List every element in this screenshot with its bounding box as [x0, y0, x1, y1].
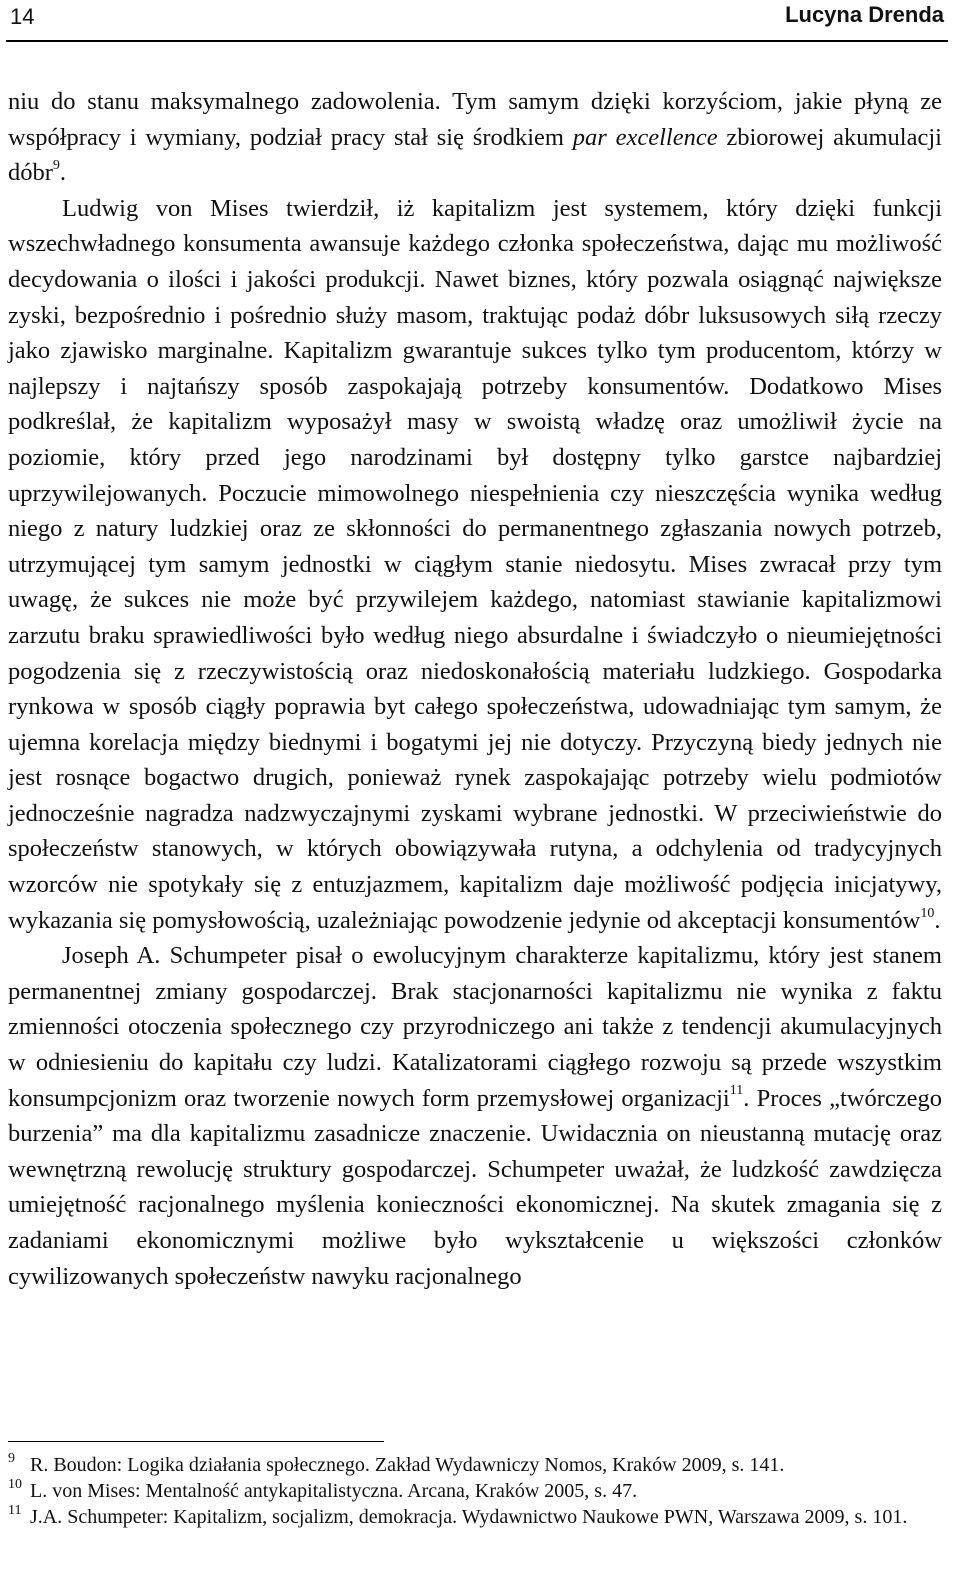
page-header — [6, 0, 948, 44]
paragraph-1-text-a: niu do stanu maksymalnego zadowolenia. Tym samym dzięki korzyściom, jakie płyną ze współpracy i wymiany, podział pracy stał się środkiem — [8, 88, 942, 151]
footnote-9 — [8, 1452, 942, 1478]
footnote-text: J.A. Schumpeter: Kapitalizm, socjalizm, demokracja. Wydawnictwo Naukowe PWN, Warszawa 2009, s. 101. — [30, 1506, 908, 1528]
footnote-ref-10[interactable]: 10 — [920, 905, 935, 921]
paragraph-3 — [8, 938, 942, 1294]
footnote-11 — [8, 1504, 942, 1530]
paragraph-2-end: . — [934, 906, 941, 934]
footnote-separator — [8, 1441, 384, 1442]
paragraph-2 — [8, 191, 942, 938]
paragraph-3-text-b: . Proces „twórczego burzenia” ma dla kapitalizmu zasadnicze znaczenie. Uwidacznia on nieustanną mutację oraz wewnętrzną rewolucję struktury gospodarczej. Schumpeter uważał, że ludzkość zawdzięcza umiejętność racjonalnego myślenia konieczności ekonomicznej. Na skutek zmagania się z zadaniami ekonomicznymi możliwe było wykształcenie u większości członków cywilizowanych społeczeństw nawyku racjonalnego — [8, 1084, 942, 1290]
paragraph-3-text-a: Joseph A. Schumpeter pisał o ewolucyjnym charakterze kapitalizmu, który jest stanem permanentnej zmiany gospodarczej. Brak stacjonarności kapitalizmu nie wynika z faktu zmienności otoczenia społecznego czy przyrodniczego ani także z tendencji akumulacyjnych w odniesieniu do kapitału czy ludzi. Katalizatorami ciągłego rozwoju są przede wszystkim konsumpcjonizm oraz tworzenie nowych form przemysłowej organizacji — [8, 942, 942, 1112]
footnote-ref-11[interactable]: 11 — [729, 1083, 744, 1099]
paragraph-1 — [8, 84, 942, 191]
footnotes — [8, 1452, 942, 1530]
paragraph-1-italic: par excellence — [572, 123, 718, 151]
paragraph-1-end: . — [59, 159, 67, 187]
footnote-ref-9[interactable]: 9 — [52, 158, 60, 174]
footnote-number: 10 — [8, 1477, 22, 1492]
footnote-number: 11 — [8, 1503, 22, 1518]
running-head-author: Lucyna Drenda — [785, 2, 944, 27]
paragraph-1-text-b: zbiorowej akumulacji dóbr — [8, 123, 942, 187]
page-number: 14 — [10, 4, 35, 29]
footnote-number: 9 — [8, 1451, 15, 1466]
footnote-10 — [8, 1478, 942, 1504]
header-rule — [6, 40, 948, 42]
main-text — [8, 84, 942, 1294]
footnote-text: R. Boudon: Logika działania społecznego. Zakład Wydawniczy Nomos, Kraków 2009, s. 141. — [30, 1454, 785, 1476]
footnote-text: L. von Mises: Mentalność antykapitalistyczna. Arcana, Kraków 2005, s. 47. — [30, 1480, 638, 1502]
paragraph-2-text: Ludwig von Mises twierdził, iż kapitalizm jest systemem, który dzięki funkcji wszechwładnego konsumenta awansuje każdego członka społeczeństwa, dając mu możliwość decydowania o ilości i jakości produkcji. Nawet biznes, który pozwala osiągnąć największe zyski, bezpośrednio i pośrednio służy masom, traktując podaż dóbr luksusowych siłą rzeczy jako zjawisko marginalne. Kapitalizm gwarantuje sukces tylko tym producentom, którzy w najlepszy i najtańszy sposób zaspokajają potrzeby konsumentów. Dodatkowo Mises podkreślał, że kapitalizm wyposażył masy w swoistą władzę oraz umożliwił życie na poziomie, który przed jego narodzinami był dostępny tylko garstce najbardziej uprzywilejowanych. Poczucie mimowolnego niespełnienia czy nieszczęścia wynika według niego z natury ludzkiej oraz ze skłonności do permanentnego zgłaszania nowych potrzeb, utrzymującej tym samym jednostki w ciągłym stanie niedosytu. Mises zwracał przy tym uwagę, że sukces nie może być przywilejem każdego, natomiast stawianie kapitalizmowi zarzutu braku sprawiedliwości było według niego absurdalne i świadczyło o nieumiejętności pogodzenia się z rzeczywistością oraz niedoskonałością materiału ludzkiego. Gospodarka rynkowa w sposób ciągły poprawia byt całego społeczeństwa, udowadniając tym samym, że ujemna korelacja między biednymi i bogatymi jej nie dotyczy. Przyczyną biedy jednych nie jest rosnące bogactwo drugich, ponieważ rynek zaspokajając potrzeby wielu podmiotów jednocześnie nagradza nadzwyczajnymi zyskami wybrane jednostki. W przeciwieństwie do społeczeństw stanowych, w których obowiązywała rutyna, a odchylenia od tradycyjnych wzorców nie spotykały się z entuzjazmem, kapitalizm daje możliwość podjęcia inicjatywy, wykazania się pomysłowością, uzależniając powodzenie jedynie od akceptacji konsumentów — [8, 194, 942, 934]
